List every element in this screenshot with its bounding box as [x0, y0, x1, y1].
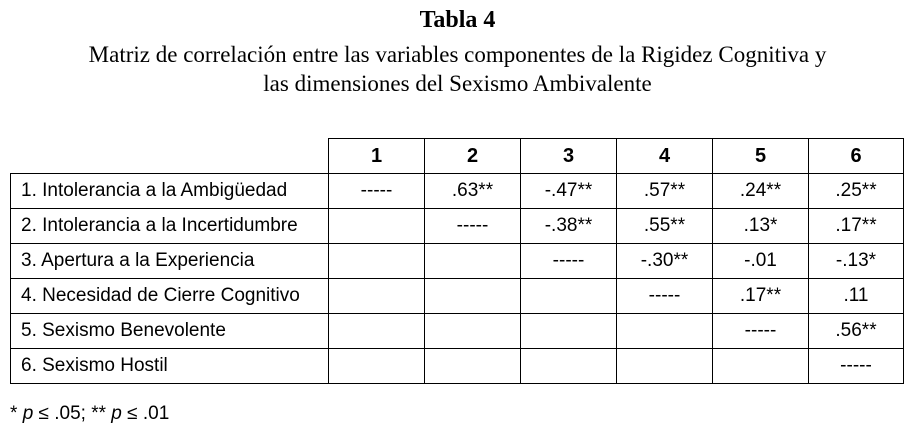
- note-end: ≤ .01: [121, 403, 170, 424]
- correlation-cell: [617, 349, 713, 384]
- table-row: [11, 279, 904, 314]
- row-label: 3. Apertura a la Experiencia: [11, 244, 329, 279]
- note-p-symbol: p: [111, 403, 122, 424]
- correlation-cell: -----: [329, 174, 425, 209]
- caption-line-2: las dimensiones del Sexismo Ambivalente: [263, 71, 652, 96]
- note-star: *: [10, 403, 23, 424]
- column-header: 5: [713, 139, 809, 174]
- correlation-cell: [425, 244, 521, 279]
- correlation-cell: .63**: [425, 174, 521, 209]
- row-label: 5. Sexismo Benevolente: [11, 314, 329, 349]
- correlation-cell: -.30**: [617, 244, 713, 279]
- row-label: 6. Sexismo Hostil: [11, 349, 329, 384]
- column-header: 1: [329, 139, 425, 174]
- correlation-cell: [713, 349, 809, 384]
- corner-cell: [11, 139, 329, 174]
- correlation-cell: .25**: [809, 174, 904, 209]
- correlation-cell: [425, 314, 521, 349]
- column-header: 2: [425, 139, 521, 174]
- correlation-cell: .24**: [713, 174, 809, 209]
- correlation-cell: .13*: [713, 209, 809, 244]
- correlation-cell: [425, 279, 521, 314]
- correlation-cell: -----: [521, 244, 617, 279]
- table-title: Tabla 4: [419, 7, 496, 33]
- table-row: [11, 314, 904, 349]
- column-header: 6: [809, 139, 904, 174]
- correlation-cell: [329, 209, 425, 244]
- row-label: 4. Necesidad de Cierre Cognitivo: [11, 279, 329, 314]
- correlation-cell: [521, 349, 617, 384]
- correlation-cell: [329, 314, 425, 349]
- row-label: 1. Intolerancia a la Ambigüedad: [11, 174, 329, 209]
- column-header: 3: [521, 139, 617, 174]
- correlation-cell: [521, 279, 617, 314]
- correlation-cell: -.47**: [521, 174, 617, 209]
- correlation-cell: -.38**: [521, 209, 617, 244]
- note-middle: ≤ .05; **: [33, 403, 112, 424]
- correlation-cell: .17**: [713, 279, 809, 314]
- note-p-symbol: p: [22, 403, 34, 424]
- correlation-cell: -----: [617, 279, 713, 314]
- correlation-cell: .56**: [809, 314, 904, 349]
- header-row: [11, 139, 904, 174]
- correlation-matrix: [10, 138, 904, 384]
- row-label: 2. Intolerancia a la Incertidumbre: [11, 209, 329, 244]
- correlation-cell: -----: [425, 209, 521, 244]
- significance-note: [10, 403, 169, 425]
- correlation-cell: [521, 314, 617, 349]
- correlation-cell: [425, 349, 521, 384]
- correlation-cell: -----: [713, 314, 809, 349]
- correlation-cell: -----: [809, 349, 904, 384]
- correlation-cell: .17**: [809, 209, 904, 244]
- table-caption: [0, 40, 915, 98]
- table-row: [11, 349, 904, 384]
- correlation-cell: .11: [809, 279, 904, 314]
- correlation-cell: .57**: [617, 174, 713, 209]
- table-row: [11, 174, 904, 209]
- correlation-cell: [329, 279, 425, 314]
- correlation-cell: .55**: [617, 209, 713, 244]
- correlation-cell: [329, 349, 425, 384]
- correlation-cell: -.01: [713, 244, 809, 279]
- correlation-cell: [329, 244, 425, 279]
- column-header: 4: [617, 139, 713, 174]
- correlation-cell: -.13*: [809, 244, 904, 279]
- caption-line-1: Matriz de correlación entre las variables componentes de la Rigidez Cognitiva y: [88, 42, 827, 67]
- table-row: [11, 209, 904, 244]
- table-row: [11, 244, 904, 279]
- correlation-cell: [617, 314, 713, 349]
